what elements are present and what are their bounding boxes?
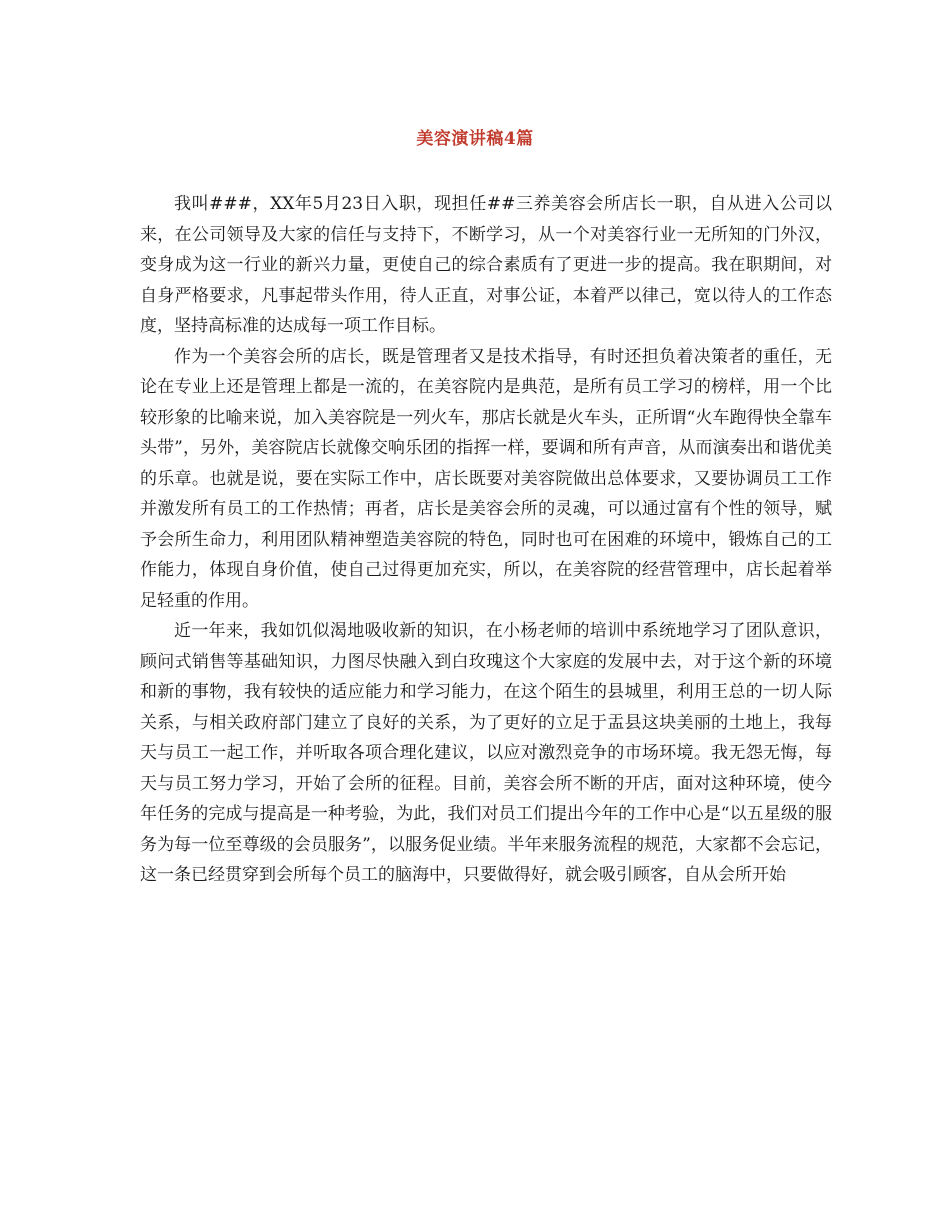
document-body [140,189,832,891]
paragraph-3: 近一年来，我如饥似渴地吸收新的知识，在小杨老师的培训中系统地学习了团队意识，顾问式销售等基础知识，力图尽快融入到白玫瑰这个大家庭的发展中去，对于这个新的环境和新的事物，我有较快的适应能力和学习能力，在这个陌生的县城里，利用王总的一切人际关系，与相关政府部门建立了良好的关系，为了更好的立足于盂县这块美丽的土地上，我每天与员工一起工作，并听取各项合理化建议，以应对激烈竞争的市场环境。我无怨无悔，每天与员工努力学习，开始了会所的征程。目前，美容会所不断的开店，面对这种环境，使今年任务的完成与提高是一种考验，为此，我们对员工们提出今年的工作中心是“以五星级的服务为每一位至尊级的会员服务”，以服务促业绩。半年来服务流程的规范，大家都不会忘记，这一条已经贯穿到会所每个员工的脑海中，只要做得好，就会吸引顾客，自从会所开始 [140,621,832,885]
paragraph-2: 作为一个美容会所的店长，既是管理者又是技术指导，有时还担负着决策者的重任，无论在专业上还是管理上都是一流的，在美容院内是典范，是所有员工学习的榜样，用一个比较形象的比喻来说，加入美容院是一列火车，那店长就是火车头，正所谓“火车跑得快全靠车头带”，另外，美容院店长就像交响乐团的指挥一样，要调和所有声音，从而演奏出和谐优美的乐章。也就是说，要在实际工作中，店长既要对美容院做出总体要求，又要协调员工工作并激发所有员工的工作热情；再者，店长是美容会所的灵魂，可以通过富有个性的领导，赋予会所生命力，利用团队精神塑造美容院的特色，同时也可在困难的环境中，锻炼自己的工作能力，体现自身价值，使自己过得更加充实，所以，在美容院的经营管理中，店长起着举足轻重的作用。 [140,346,832,611]
document-title: 美容演讲稿4篇 [416,129,534,149]
paragraph-1: 我叫###，XX年5月23日入职，现担任##三养美容会所店长一职，自从进入公司以来，在公司领导及大家的信任与支持下，不断学习，从一个对美容行业一无所知的门外汉，变身成为这一行业的新兴力量，更使自己的综合素质有了更进一步的提高。我在职期间，对自身严格要求，凡事起带头作用，待人正直，对事公证，本着严以律己，宽以待人的工作态度，坚持高标准的达成每一项工作目标。 [140,194,832,336]
